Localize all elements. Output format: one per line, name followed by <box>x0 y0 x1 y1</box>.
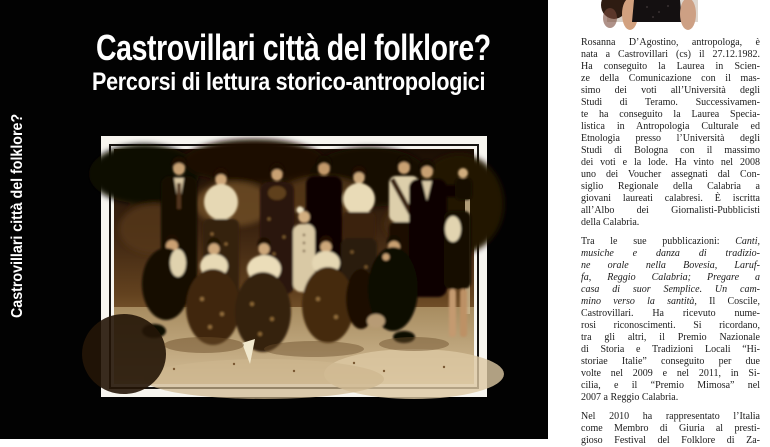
bio-line: Rosanna D’Agostino, antropologa, è <box>581 37 760 48</box>
author-portrait-illustration <box>607 0 698 22</box>
bio-line: Tra le sue pubblicazioni: Canti, <box>581 236 760 247</box>
bio-line: tra gli altri, il Premio Nazionale <box>581 332 760 343</box>
cover-photo-frame <box>101 136 487 397</box>
cover-subtitle: Percorsi di lettura storico-antropologici <box>92 68 486 96</box>
group-photo-illustration <box>114 149 474 384</box>
bio-line: 2007 a Reggio Calabria. <box>581 392 679 403</box>
bio-line: cilia, e il “Premio Mimosa” nel <box>581 380 760 391</box>
bio-line: storiae Italie” conseguito per due <box>581 356 760 367</box>
bio-line: fa, Reggio Calabria; Pregare a <box>581 272 760 283</box>
bio-line: Etnologia presso l’Università degli <box>581 133 760 144</box>
bio-line: della Calabria. <box>581 217 640 228</box>
bio-paragraph <box>581 236 760 404</box>
bio-line: Castrovillari. Ha ricevuto nume- <box>581 308 760 319</box>
bio-line: listica in Antropologia Culturale ed <box>581 121 760 132</box>
bio-line: Studi di Bologna con il massimo <box>581 145 760 156</box>
bio-line: nata a Castrovillari (cs) il 27.12.1982. <box>581 49 760 60</box>
cover-photo-border <box>109 144 479 389</box>
bio-line: te ha conseguito la Laurea Specia- <box>581 109 760 120</box>
bio-line: volte nel 2009 e nel 2011, in Si- <box>581 368 760 379</box>
bio-text <box>581 37 760 447</box>
bio-line: Nel 2010 ha rappresentato l’Italia <box>581 411 760 422</box>
bio-line: dei voti e la lode. Ha vinto nel 2008 <box>581 157 760 168</box>
bio-line: ze della Comunicazione con il mas- <box>581 73 760 84</box>
bio-line: siglio Regionale della Calabria a <box>581 181 760 192</box>
bio-line: Ha conseguito la Laurea in Scien- <box>581 61 760 72</box>
cover-title: Castrovillari città del folklore? <box>96 27 491 68</box>
bio-line: all’Albo dei Giornalisti-Pubblicisti <box>581 205 760 216</box>
bio-line: musiche e danza di tradizio- <box>581 248 760 259</box>
author-portrait-photo <box>607 0 698 22</box>
spine-title: Castrovillari città del folklore? <box>9 113 26 319</box>
bio-line: rosi riconoscimenti. Si ricordano, <box>581 320 760 331</box>
bio-paragraph <box>581 37 760 229</box>
bio-line: mino verso la santità, Il Coscile, <box>581 296 760 307</box>
bio-line: ne orale nella Bovesia, Laruf- <box>581 260 760 271</box>
bio-line: come Membro di Giuria al presti- <box>581 423 760 434</box>
bio-line: uno dei Voucher assegnati dal Con- <box>581 169 760 180</box>
bio-paragraph <box>581 411 760 447</box>
bio-line: casa di suor Semplice. Un cam- <box>581 284 760 295</box>
bio-line: di Storia e Tradizioni Locali “Hi- <box>581 344 760 355</box>
bio-line: gioso Festival del Folklore di Za- <box>581 435 760 446</box>
back-flap <box>548 0 770 446</box>
bio-line: simo dei voti all’Università degli <box>581 85 760 96</box>
bio-line: Studi di Teramo. Successivamen- <box>581 97 760 108</box>
bio-line: giovani laureati calabresi. È iscritta <box>581 193 760 204</box>
